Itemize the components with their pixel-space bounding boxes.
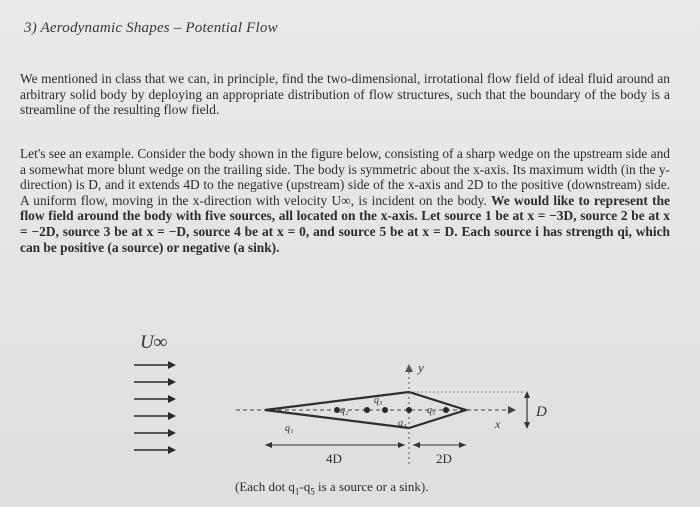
y-axis-arrowhead: [405, 364, 413, 372]
source-2-dot: [364, 407, 370, 413]
x-axis-label: x: [495, 417, 501, 431]
source-4-label: q₄: [398, 418, 407, 429]
flow-arrow: [134, 429, 176, 437]
x-axis-arrowhead: [508, 406, 516, 414]
problem-text: Let's see an example. Consider the body shown in the figure below, consisting of a sharp wedge on the upstream side and a somewhat more blunt wedge on the trailing side. The body is symmetric about the x-axis. Its maximum width (in the y-direction) is D, and it extends 4D to the negative (upstream) side of the x-axis and 2D to the positive (downstream) side. A uniform flow, moving in the x-direction with velocity U∞, is incident on the body.: [20, 146, 670, 208]
figure-caption: [235, 479, 428, 497]
source-2-label: q₂: [340, 405, 349, 416]
source-3-dot: [382, 407, 388, 413]
flow-arrow: [134, 395, 176, 403]
flow-arrow: [134, 361, 176, 369]
source-5-dot: [443, 407, 449, 413]
dimension-4d-arrow-right: [398, 442, 405, 448]
uniform-flow-arrows: [134, 361, 176, 454]
problem-heading: 3) Aerodynamic Shapes – Potential Flow: [24, 20, 278, 36]
width-label: D: [536, 404, 547, 420]
caption-end: is a source or a sink).: [314, 479, 429, 494]
dimension-2d-label: 2D: [436, 451, 452, 466]
flow-arrow: [134, 412, 176, 420]
source-5-label: q₅: [427, 405, 436, 416]
flow-arrow: [134, 378, 176, 386]
source-1-label: q₁: [285, 423, 294, 434]
caption-dash: -q: [299, 479, 311, 494]
dimension-2d-arrow-left: [413, 442, 420, 448]
dimension-4d-label: 4D: [326, 451, 342, 466]
problem-task-text: We would like to represent the flow field around the body with five sources, all located on the x-axis. Let source 1 be at x = −3D, source 2 be at x = −2D, source 3 be at x = −D, source 4 be at x = 0, and source 5 be at x = D. Each source i has strength qi, which can be positive (a source) or negative (a sink).: [20, 192, 671, 255]
intro-paragraph: We mentioned in class that we can, in principle, find the two-dimensional, irrotational flow field of ideal fluid around an arbitrary solid body by deploying an appropriate distribution of flow structures, such that the boundary of the body is a streamline of the resulting flow field.: [20, 71, 670, 118]
caption-subscript-5: 5: [310, 486, 315, 497]
flow-arrow: [134, 446, 176, 454]
y-axis-label: y: [418, 360, 424, 375]
width-arrowhead-top: [524, 391, 530, 398]
u-infinity-label: U∞: [140, 332, 168, 353]
dimension-4d-arrow-left: [265, 442, 272, 448]
caption-subscript-1: 1: [294, 486, 300, 497]
source-3-label: q₃: [374, 395, 383, 406]
caption-text: (Each dot q: [235, 479, 295, 494]
source-4-dot: [406, 407, 412, 413]
width-arrowhead-bottom: [524, 422, 530, 429]
dimension-2d-arrow-right: [459, 442, 466, 448]
